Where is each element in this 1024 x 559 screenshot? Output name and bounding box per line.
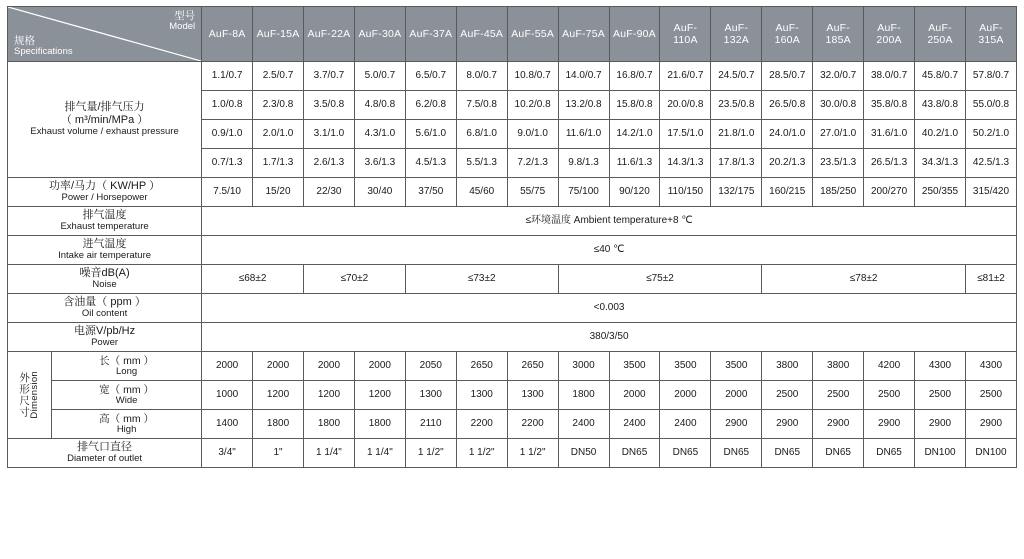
data-cell: 11.6/1.3	[609, 149, 660, 178]
data-cell: 250/355	[915, 178, 966, 207]
data-cell: 1200	[253, 381, 304, 410]
data-cell: DN65	[609, 439, 660, 468]
row-sublabel-long	[52, 352, 202, 381]
data-cell: 2500	[813, 381, 864, 410]
sublabel-cn: 宽（ mm ）	[99, 383, 154, 396]
data-cell: 2900	[813, 410, 864, 439]
data-cell: 1300	[507, 381, 558, 410]
data-cell-noise-group: ≤75±2	[558, 265, 762, 294]
data-cell: 45/60	[456, 178, 507, 207]
model-header-cell: AuF-75A	[558, 7, 609, 62]
data-cell: 6.5/0.7	[405, 62, 456, 91]
data-cell: 132/175	[711, 178, 762, 207]
data-cell: 2.6/1.3	[303, 149, 354, 178]
data-cell: 17.5/1.0	[660, 120, 711, 149]
data-cell: 43.8/0.8	[915, 91, 966, 120]
data-cell: DN65	[660, 439, 711, 468]
row-label-power-horsepower	[8, 178, 202, 207]
table-row	[8, 265, 1017, 294]
corner-spec-en: Specifications	[14, 46, 73, 58]
data-cell: 4300	[965, 352, 1016, 381]
data-cell: 7.2/1.3	[507, 149, 558, 178]
data-cell: 55/75	[507, 178, 558, 207]
data-cell: 3500	[660, 352, 711, 381]
row-label-cn: 含油量（ ppm ）	[63, 296, 146, 309]
data-cell: 22/30	[303, 178, 354, 207]
model-header-cell: AuF-250A	[915, 7, 966, 62]
data-cell: 5.0/0.7	[354, 62, 405, 91]
data-cell: 10.8/0.7	[507, 62, 558, 91]
model-header-cell: AuF-90A	[609, 7, 660, 62]
data-cell: 1"	[253, 439, 304, 468]
data-cell: 2500	[965, 381, 1016, 410]
data-cell: 1300	[405, 381, 456, 410]
row-label-en: Diameter of outlet	[67, 452, 143, 464]
data-cell: 13.2/0.8	[558, 91, 609, 120]
data-cell: 2200	[507, 410, 558, 439]
data-cell: 2000	[660, 381, 711, 410]
data-cell: 7.5/10	[202, 178, 253, 207]
data-cell: 1200	[354, 381, 405, 410]
model-header-cell: AuF-160A	[762, 7, 813, 62]
data-cell: 50.2/1.0	[965, 120, 1016, 149]
table-row	[8, 294, 1017, 323]
row-label-en: Dimension	[29, 371, 41, 419]
data-cell: 2000	[253, 352, 304, 381]
data-cell: 30/40	[354, 178, 405, 207]
data-cell: 4300	[915, 352, 966, 381]
data-cell: 1000	[202, 381, 253, 410]
data-cell: 14.2/1.0	[609, 120, 660, 149]
data-cell: 2000	[711, 381, 762, 410]
row-sublabel-wide	[52, 381, 202, 410]
data-cell: 2500	[915, 381, 966, 410]
data-cell: 1 1/4"	[354, 439, 405, 468]
data-cell: 2500	[762, 381, 813, 410]
data-cell-power-supply: 380/3/50	[202, 323, 1017, 352]
data-cell: 15.8/0.8	[609, 91, 660, 120]
data-cell: 2.5/0.7	[253, 62, 304, 91]
data-cell: 11.6/1.0	[558, 120, 609, 149]
data-cell: 1 1/2"	[456, 439, 507, 468]
data-cell: 2400	[609, 410, 660, 439]
data-cell: 3.7/0.7	[303, 62, 354, 91]
data-cell: 2500	[864, 381, 915, 410]
row-label-power-supply	[8, 323, 202, 352]
data-cell: 2110	[405, 410, 456, 439]
data-cell-noise-group: ≤73±2	[405, 265, 558, 294]
table-row	[8, 236, 1017, 265]
row-label-en: Exhaust volume / exhaust pressure	[30, 125, 179, 137]
row-label-en: Power	[91, 336, 119, 348]
row-label-cn: 噪音dB(A)	[79, 267, 130, 280]
table-row	[8, 178, 1017, 207]
data-cell: 3.6/1.3	[354, 149, 405, 178]
data-cell: 4.3/1.0	[354, 120, 405, 149]
data-cell-noise-group: ≤68±2	[202, 265, 304, 294]
data-cell: 3500	[609, 352, 660, 381]
data-cell: 1200	[303, 381, 354, 410]
row-label-cn: 排气温度	[82, 209, 127, 222]
model-header-cell: AuF-37A	[405, 7, 456, 62]
data-cell-noise-group: ≤78±2	[762, 265, 966, 294]
data-cell: 16.8/0.7	[609, 62, 660, 91]
data-cell: 9.8/1.3	[558, 149, 609, 178]
model-header-cell: AuF-200A	[864, 7, 915, 62]
data-cell: 20.2/1.3	[762, 149, 813, 178]
data-cell: 34.3/1.3	[915, 149, 966, 178]
data-cell: 23.5/1.3	[813, 149, 864, 178]
data-cell: 1800	[558, 381, 609, 410]
data-cell: 2900	[711, 410, 762, 439]
data-cell: 2000	[609, 381, 660, 410]
data-cell: 0.9/1.0	[202, 120, 253, 149]
data-cell: 2650	[507, 352, 558, 381]
data-cell: 1800	[253, 410, 304, 439]
corner-model-en: Model	[169, 21, 196, 33]
data-cell: 6.2/0.8	[405, 91, 456, 120]
data-cell: DN65	[711, 439, 762, 468]
data-cell: 9.0/1.0	[507, 120, 558, 149]
data-cell: 26.5/1.3	[864, 149, 915, 178]
data-cell: 2400	[660, 410, 711, 439]
data-cell: 31.6/1.0	[864, 120, 915, 149]
corner-spec-cn: 规格	[14, 35, 35, 48]
data-cell: 1400	[202, 410, 253, 439]
row-label-en: Power / Horsepower	[61, 191, 148, 203]
model-header-cell: AuF-55A	[507, 7, 558, 62]
data-cell: 45.8/0.7	[915, 62, 966, 91]
data-cell: 3.5/0.8	[303, 91, 354, 120]
data-cell: 2050	[405, 352, 456, 381]
data-cell: 2400	[558, 410, 609, 439]
data-cell: 38.0/0.7	[864, 62, 915, 91]
corner-spec-label	[14, 35, 73, 58]
data-cell: 14.0/0.7	[558, 62, 609, 91]
sublabel-en: Long	[116, 365, 138, 377]
data-cell: 24.0/1.0	[762, 120, 813, 149]
data-cell: 2900	[965, 410, 1016, 439]
data-cell: 40.2/1.0	[915, 120, 966, 149]
data-cell: 4.5/1.3	[405, 149, 456, 178]
data-cell: 1300	[456, 381, 507, 410]
data-cell-intake-temperature: ≤40 ℃	[202, 236, 1017, 265]
row-label-oil-content	[8, 294, 202, 323]
data-cell: 1800	[303, 410, 354, 439]
data-cell-exhaust-temperature: ≤环境温度 Ambient temperature+8 ℃	[202, 207, 1017, 236]
table-row	[8, 352, 1017, 381]
model-header-cell: AuF-30A	[354, 7, 405, 62]
data-cell: 200/270	[864, 178, 915, 207]
data-cell: DN65	[762, 439, 813, 468]
data-cell: 26.5/0.8	[762, 91, 813, 120]
model-header-cell: AuF-110A	[660, 7, 711, 62]
specification-table	[7, 6, 1017, 468]
data-cell: 3000	[558, 352, 609, 381]
data-cell: 3500	[711, 352, 762, 381]
data-cell: 4.8/0.8	[354, 91, 405, 120]
data-cell: 1 1/4"	[303, 439, 354, 468]
data-cell: 1.0/0.8	[202, 91, 253, 120]
row-label-cn: 功率/马力（ KW/HP ）	[49, 180, 161, 193]
row-label-intake-temperature	[8, 236, 202, 265]
data-cell: 21.8/1.0	[711, 120, 762, 149]
data-cell: 21.6/0.7	[660, 62, 711, 91]
sublabel-cn: 长（ mm ）	[99, 354, 154, 367]
row-label-cn: 外形尺寸	[18, 372, 31, 418]
row-label-cn: 进气温度	[82, 238, 127, 251]
data-cell: 3800	[813, 352, 864, 381]
row-label-dimension	[8, 352, 52, 439]
row-label-unit: （ m³/min/MPa ）	[60, 114, 149, 127]
data-cell: 90/120	[609, 178, 660, 207]
model-header-cell: AuF-8A	[202, 7, 253, 62]
data-cell-oil-content: <0.003	[202, 294, 1017, 323]
data-cell: 2200	[456, 410, 507, 439]
data-cell: 1 1/2"	[405, 439, 456, 468]
sublabel-en: High	[116, 423, 137, 435]
data-cell: 30.0/0.8	[813, 91, 864, 120]
data-cell: 75/100	[558, 178, 609, 207]
data-cell: DN65	[813, 439, 864, 468]
data-cell: 17.8/1.3	[711, 149, 762, 178]
corner-header-cell	[8, 7, 202, 62]
table-row	[8, 410, 1017, 439]
row-label-en: Noise	[92, 278, 117, 290]
data-cell: 6.8/1.0	[456, 120, 507, 149]
row-label-exhaust-volume	[8, 62, 202, 178]
data-cell: 2900	[915, 410, 966, 439]
row-label-en: Oil content	[81, 307, 128, 319]
data-cell: 3/4"	[202, 439, 253, 468]
data-cell: 3.1/1.0	[303, 120, 354, 149]
data-cell: 27.0/1.0	[813, 120, 864, 149]
data-cell: 23.5/0.8	[711, 91, 762, 120]
row-label-en: Exhaust temperature	[60, 220, 149, 232]
data-cell: 2900	[762, 410, 813, 439]
model-header-cell: AuF-315A	[965, 7, 1016, 62]
data-cell: 2000	[202, 352, 253, 381]
row-label-exhaust-temperature	[8, 207, 202, 236]
corner-model-cn: 型号	[174, 10, 196, 22]
data-cell: 57.8/0.7	[965, 62, 1016, 91]
row-label-cn: 排气口直径	[77, 441, 133, 454]
data-cell: 15/20	[253, 178, 304, 207]
data-cell: 20.0/0.8	[660, 91, 711, 120]
data-cell: 3800	[762, 352, 813, 381]
model-header-cell: AuF-22A	[303, 7, 354, 62]
model-header-cell: AuF-15A	[253, 7, 304, 62]
corner-model-label	[169, 10, 195, 33]
data-cell: 1800	[354, 410, 405, 439]
spec-sheet	[0, 6, 1024, 559]
data-cell: 315/420	[965, 178, 1016, 207]
data-cell: 55.0/0.8	[965, 91, 1016, 120]
data-cell: 160/215	[762, 178, 813, 207]
data-cell: 42.5/1.3	[965, 149, 1016, 178]
data-cell: 1.7/1.3	[253, 149, 304, 178]
row-label-outlet-diameter	[8, 439, 202, 468]
data-cell: 1 1/2"	[507, 439, 558, 468]
table-row	[8, 381, 1017, 410]
data-cell: 7.5/0.8	[456, 91, 507, 120]
sublabel-en: Wide	[115, 394, 138, 406]
data-cell: 24.5/0.7	[711, 62, 762, 91]
model-header-cell: AuF-45A	[456, 7, 507, 62]
data-cell: 2.3/0.8	[253, 91, 304, 120]
model-header-cell: AuF-132A	[711, 7, 762, 62]
data-cell: 2000	[354, 352, 405, 381]
row-sublabel-high	[52, 410, 202, 439]
data-cell: 5.5/1.3	[456, 149, 507, 178]
data-cell: 32.0/0.7	[813, 62, 864, 91]
data-cell: 35.8/0.8	[864, 91, 915, 120]
data-cell: 2000	[303, 352, 354, 381]
data-cell: 37/50	[405, 178, 456, 207]
data-cell: 1.1/0.7	[202, 62, 253, 91]
table-row	[8, 62, 1017, 91]
sublabel-cn: 高（ mm ）	[99, 412, 154, 425]
data-cell: 2900	[864, 410, 915, 439]
table-row	[8, 439, 1017, 468]
table-row	[8, 323, 1017, 352]
data-cell: 110/150	[660, 178, 711, 207]
data-cell: 28.5/0.7	[762, 62, 813, 91]
data-cell: DN65	[864, 439, 915, 468]
data-cell: DN100	[915, 439, 966, 468]
row-label-en: Intake air temperature	[58, 249, 152, 261]
row-label-noise	[8, 265, 202, 294]
data-cell: 2.0/1.0	[253, 120, 304, 149]
table-row	[8, 207, 1017, 236]
data-cell: 185/250	[813, 178, 864, 207]
data-cell-noise-group: ≤70±2	[303, 265, 405, 294]
data-cell: 5.6/1.0	[405, 120, 456, 149]
data-cell: DN100	[965, 439, 1016, 468]
data-cell: 8.0/0.7	[456, 62, 507, 91]
data-cell: 10.2/0.8	[507, 91, 558, 120]
row-label-cn: 排气量/排气压力	[64, 101, 145, 114]
data-cell: 2650	[456, 352, 507, 381]
model-header-cell: AuF-185A	[813, 7, 864, 62]
data-cell: 4200	[864, 352, 915, 381]
data-cell: 0.7/1.3	[202, 149, 253, 178]
row-label-cn: 电源V/pb/Hz	[74, 325, 136, 338]
table-header-row	[8, 7, 1017, 62]
data-cell-noise-group: ≤81±2	[965, 265, 1016, 294]
data-cell: DN50	[558, 439, 609, 468]
data-cell: 14.3/1.3	[660, 149, 711, 178]
